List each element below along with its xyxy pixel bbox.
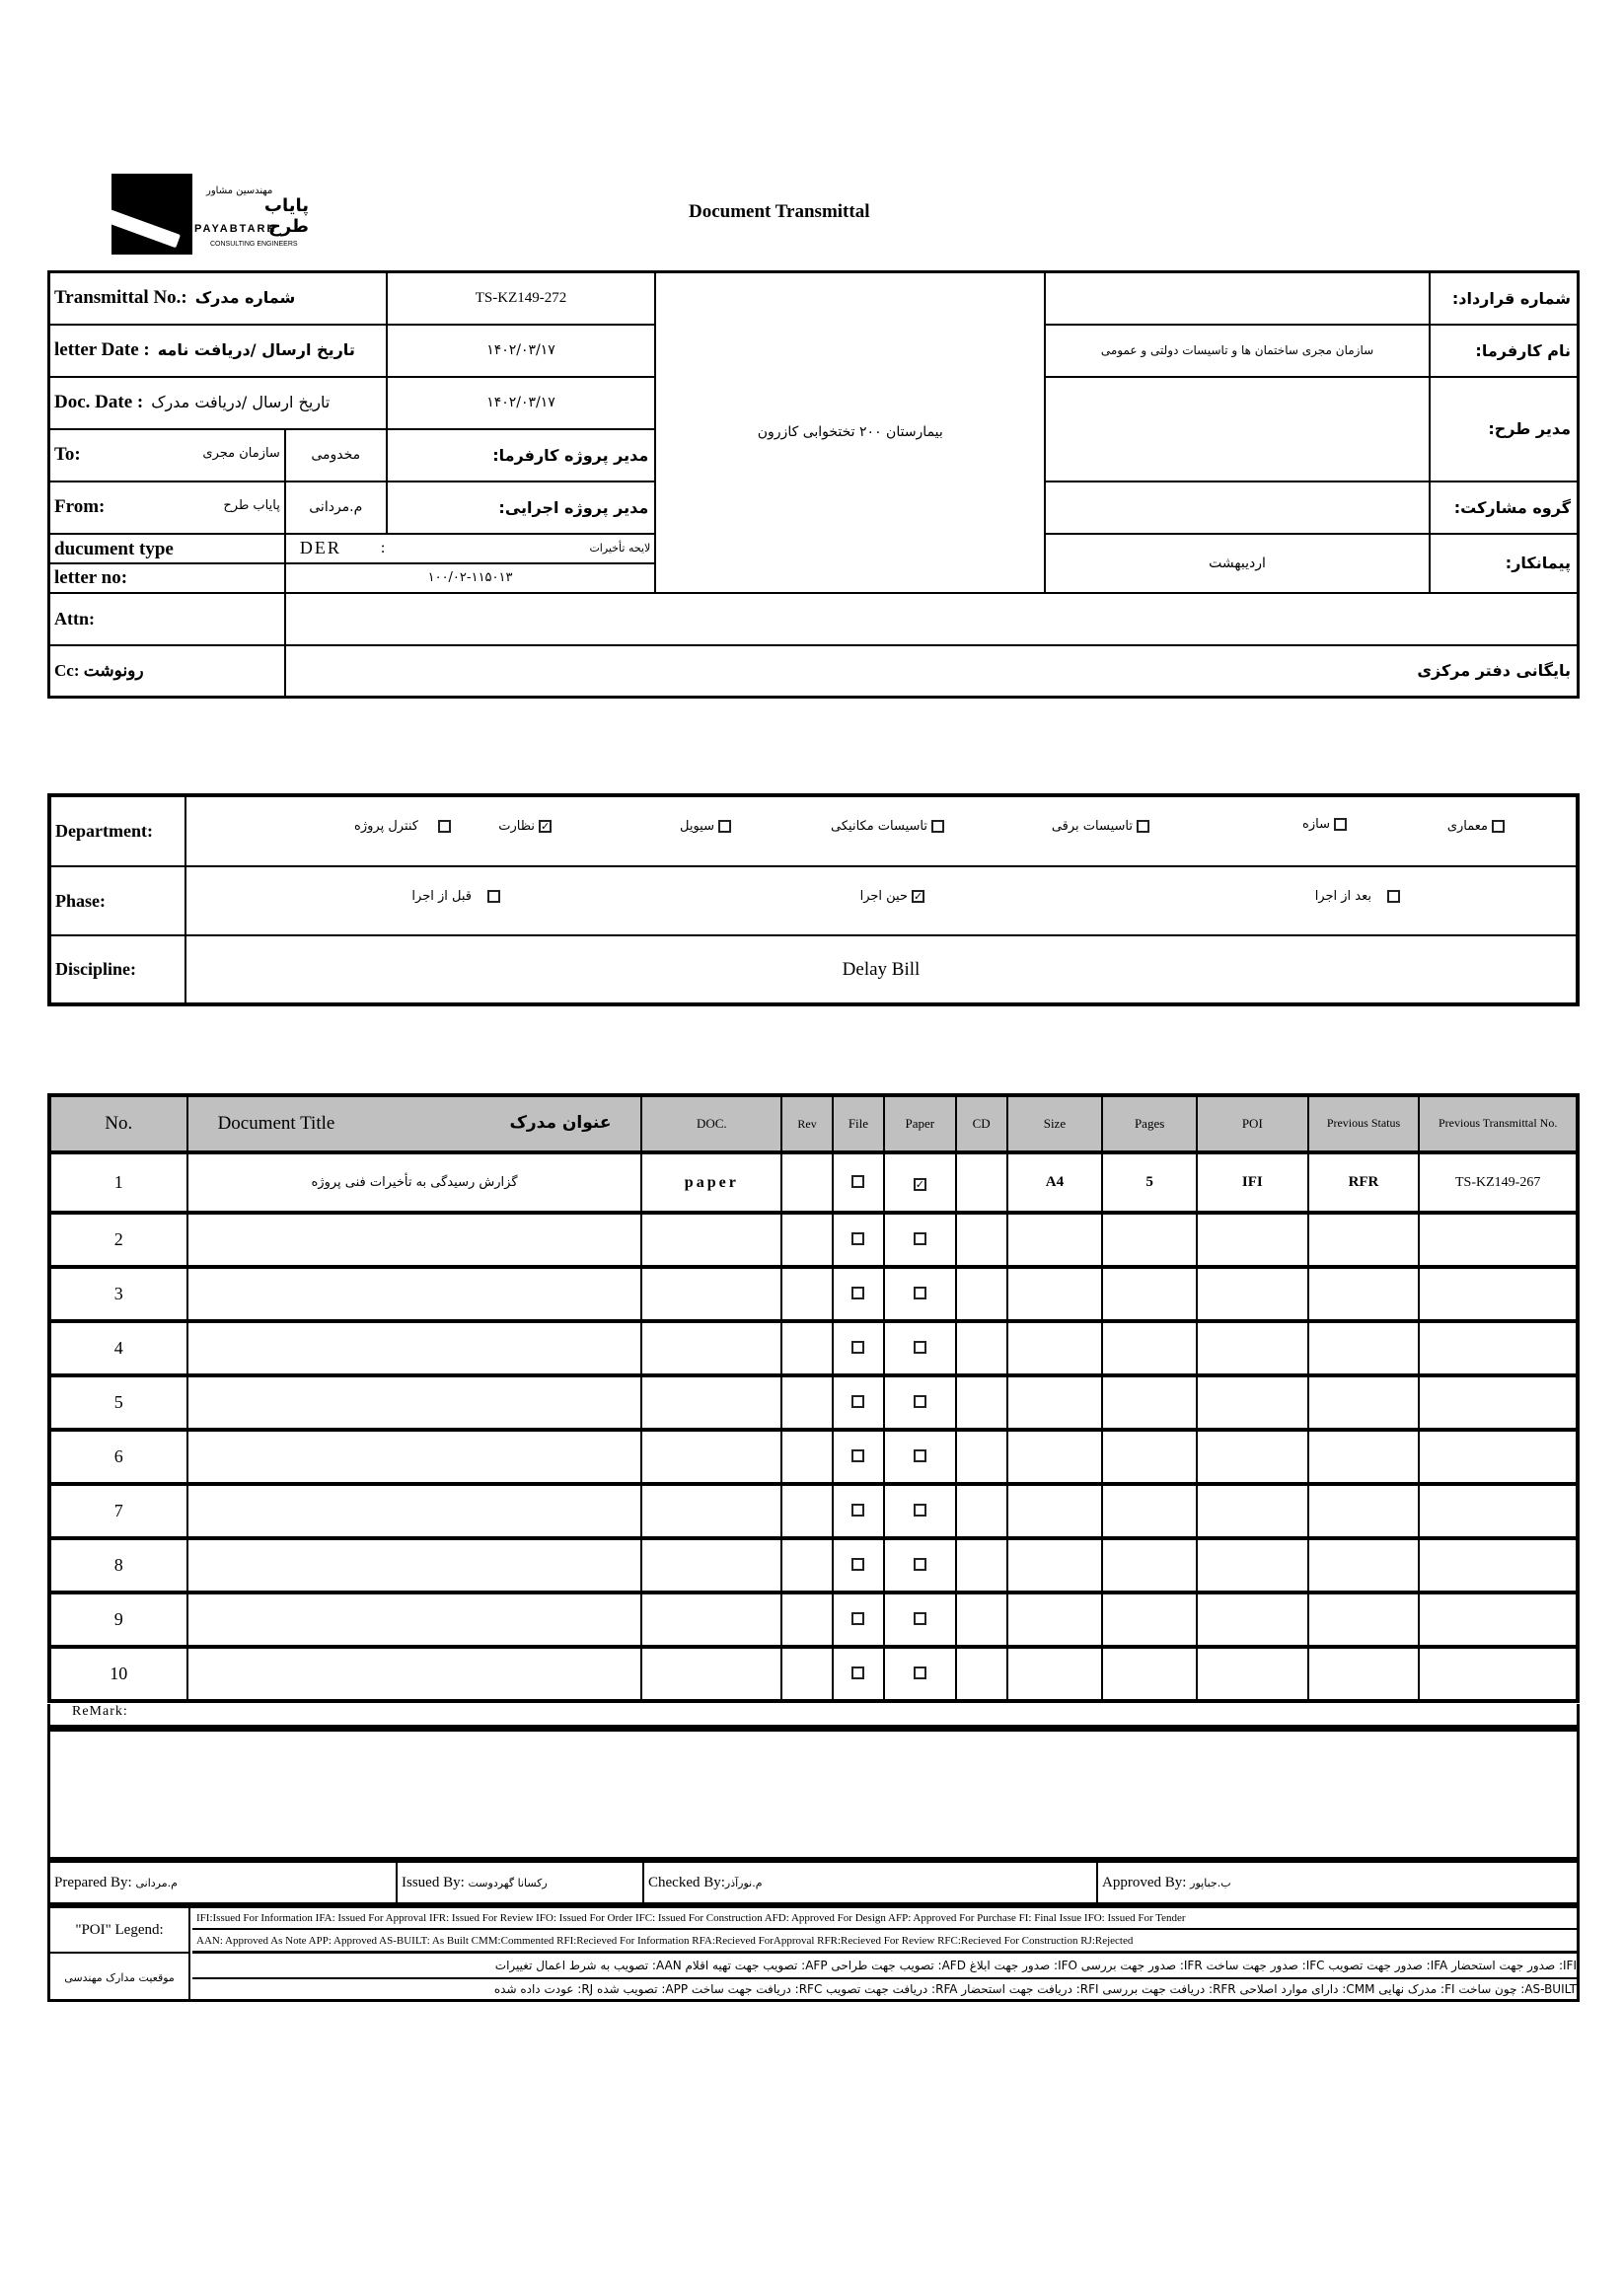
issued-by-label: Issued By: (402, 1875, 465, 1890)
row-file-checkbox[interactable] (833, 1647, 884, 1701)
row-paper-checkbox[interactable] (884, 1647, 956, 1701)
row-title[interactable] (187, 1647, 642, 1701)
transmittal-info-table (47, 270, 1580, 699)
col-rev: Rev (781, 1095, 833, 1152)
row-size[interactable] (1007, 1647, 1103, 1701)
cc-label: Cc: رونوشت (54, 660, 144, 680)
project-name: بیمارستان ۲۰۰ تختخوابی کازرون (655, 272, 1045, 593)
department-phase-table (47, 793, 1580, 1006)
row-paper-checkbox[interactable] (884, 1267, 956, 1321)
doc-date-label: Doc. Date : (54, 392, 144, 412)
row-file-checkbox[interactable] (833, 1152, 884, 1213)
checkbox-icon[interactable] (718, 820, 731, 833)
row-cd[interactable] (956, 1375, 1007, 1430)
row-no: 6 (49, 1430, 187, 1484)
poi-legend (47, 1905, 1580, 2002)
row-pages[interactable] (1102, 1375, 1197, 1430)
row-pages[interactable] (1102, 1430, 1197, 1484)
col-doc: DOC. (641, 1095, 781, 1152)
transmittal-no-label-cell (49, 272, 387, 325)
doc-date-label-fa: تاریخ ارسال /دریافت مدرک (151, 393, 331, 411)
row-size[interactable] (1007, 1375, 1103, 1430)
col-title-en: Document Title (217, 1113, 335, 1134)
row-no: 2 (49, 1213, 187, 1267)
row-previous-status[interactable] (1308, 1647, 1420, 1701)
issued-by-value: رکسانا گهردوست (468, 1877, 548, 1889)
checkbox-icon[interactable] (851, 1666, 864, 1679)
row-doc[interactable] (641, 1321, 781, 1375)
table-row (49, 1484, 1578, 1538)
checkbox-icon[interactable] (914, 1558, 926, 1571)
row-doc[interactable] (641, 1213, 781, 1267)
row-title[interactable] (187, 1213, 642, 1267)
document-type-code: DER (299, 538, 341, 557)
table-row (49, 1538, 1578, 1592)
col-cd: CD (956, 1095, 1007, 1152)
attn-label-cell (49, 593, 285, 645)
remark-field[interactable] (47, 1728, 1580, 1860)
col-poi: POI (1197, 1095, 1308, 1152)
department-label: Department: (49, 795, 185, 866)
row-cd[interactable] (956, 1647, 1007, 1701)
to-cell (49, 429, 285, 481)
attn-value (285, 593, 1579, 645)
row-no: 8 (49, 1538, 187, 1592)
logo-mark-icon (111, 174, 192, 255)
row-previous-status[interactable] (1308, 1430, 1420, 1484)
row-previous-status[interactable] (1308, 1592, 1420, 1647)
checkbox-icon[interactable] (914, 1449, 926, 1462)
col-previous-transmittal: Previous Transmittal No. (1419, 1095, 1578, 1152)
approved-by-label: Approved By: (1102, 1875, 1187, 1890)
partner-group-label: گروه مشارکت: (1430, 481, 1579, 534)
letter-date-label-fa: تاریخ ارسال /دریافت نامه (157, 340, 355, 359)
checkbox-icon[interactable] (851, 1395, 864, 1408)
col-document-title (187, 1095, 642, 1152)
row-rev[interactable] (781, 1484, 833, 1538)
exec-pm-label: مدیر پروژه اجرایی: (387, 481, 656, 534)
logo-en-name: PAYABTARH (194, 223, 277, 235)
table-row (49, 1647, 1578, 1701)
department-options (185, 795, 1578, 866)
row-doc[interactable]: paper (641, 1152, 781, 1213)
row-previous-transmittal[interactable] (1419, 1430, 1578, 1484)
row-doc[interactable] (641, 1538, 781, 1592)
row-rev[interactable] (781, 1267, 833, 1321)
contractor-label: پیمانکار: (1430, 534, 1579, 593)
prepared-by-value: م.مردانی (135, 1877, 178, 1889)
row-previous-transmittal[interactable] (1419, 1484, 1578, 1538)
remark-label: ReMark: (47, 1704, 1580, 1728)
legend-fa-line-1: IFI: صدور جهت استحضار IFA: صدور جهت تصویب IFC: صدور جهت ساخت IFR: صدور جهت بررسی IFO: صدور جهت ابلاغ AFD: تصویب جهت طراحی AFP: تصویب جهت تهیه اقلام AAN: تصویب به شرط اعمال تغییرات (192, 1954, 1577, 1979)
checkbox-icon[interactable] (1137, 820, 1149, 833)
legend-line-2: AAN: Approved As Note APP: Approved AS-BUILT: As Built CMM:Commented RFI:Recieved For Information RFA:Recieved ForApproval RFR:Recieved For Review RFC:Recieved For Construction RJ:Rejected (192, 1930, 1577, 1954)
row-pages[interactable] (1102, 1321, 1197, 1375)
client-pm-label: مدیر پروژه کارفرما: (387, 429, 656, 481)
row-poi[interactable] (1197, 1375, 1308, 1430)
table-row (49, 1267, 1578, 1321)
row-title[interactable] (187, 1430, 642, 1484)
table-row (49, 1592, 1578, 1647)
row-no: 1 (49, 1152, 187, 1213)
checkbox-icon[interactable] (851, 1504, 864, 1517)
row-cd[interactable] (956, 1213, 1007, 1267)
checkbox-icon[interactable] (851, 1175, 864, 1188)
row-previous-status[interactable] (1308, 1321, 1420, 1375)
document-type-separator: : (380, 539, 386, 556)
row-previous-status[interactable]: RFR (1308, 1152, 1420, 1213)
checkbox-icon[interactable] (914, 1395, 926, 1408)
prepared-by-label: Prepared By: (54, 1875, 132, 1890)
checkbox-icon[interactable] (487, 890, 500, 903)
col-size: Size (1007, 1095, 1103, 1152)
row-paper-checkbox[interactable] (884, 1538, 956, 1592)
row-file-checkbox[interactable] (833, 1267, 884, 1321)
row-pages[interactable] (1102, 1592, 1197, 1647)
legend-fa-title: موقعیت مدارک مهندسی (50, 1954, 190, 2002)
row-file-checkbox[interactable] (833, 1538, 884, 1592)
row-no: 9 (49, 1592, 187, 1647)
row-paper-checkbox[interactable] (884, 1430, 956, 1484)
row-pages[interactable] (1102, 1647, 1197, 1701)
logo-fa-name: پایاب طرح (263, 195, 309, 237)
to-label: To: (54, 444, 81, 465)
row-title[interactable] (187, 1375, 642, 1430)
checked-by-cell (644, 1863, 1098, 1902)
signatures-row (47, 1860, 1580, 1905)
letter-no-value: ۱۰۰/۰۲-۱۱۵۰۱۳ (427, 569, 513, 585)
doc-type-letter-no-cell (49, 534, 285, 593)
dept-option-electrical[interactable]: تاسیسات برقی (1052, 819, 1149, 834)
row-previous-status[interactable] (1308, 1484, 1420, 1538)
row-previous-transmittal[interactable] (1419, 1647, 1578, 1701)
letter-date-label-cell (49, 325, 387, 377)
checkbox-checked-icon[interactable]: ✓ (915, 1178, 924, 1191)
checkbox-icon[interactable] (1334, 818, 1347, 831)
row-paper-checkbox[interactable] (884, 1484, 956, 1538)
letter-no-label: letter no: (54, 566, 128, 588)
row-rev[interactable] (781, 1592, 833, 1647)
row-previous-transmittal[interactable] (1419, 1267, 1578, 1321)
row-previous-transmittal[interactable]: TS-KZ149-267 (1419, 1152, 1578, 1213)
employer-label: نام کارفرما: (1430, 325, 1579, 377)
discipline-label: Discipline: (49, 935, 185, 1004)
row-doc[interactable] (641, 1430, 781, 1484)
table-row (49, 1213, 1578, 1267)
row-title[interactable] (187, 1321, 642, 1375)
row-previous-status[interactable] (1308, 1213, 1420, 1267)
checkbox-icon[interactable] (914, 1232, 926, 1245)
row-rev[interactable] (781, 1538, 833, 1592)
row-poi[interactable] (1197, 1430, 1308, 1484)
from-value: پایاب طرح (223, 497, 280, 513)
transmittal-no-label: Transmittal No.: (54, 287, 187, 309)
from-cell (49, 481, 285, 534)
row-size[interactable] (1007, 1267, 1103, 1321)
row-no: 4 (49, 1321, 187, 1375)
table-row (49, 1430, 1578, 1484)
col-no: No. (49, 1095, 187, 1152)
table-row (49, 1375, 1578, 1430)
document-type-fa: لایحه تأخیرات (589, 542, 651, 555)
col-paper: Paper (884, 1095, 956, 1152)
row-cd[interactable] (956, 1484, 1007, 1538)
doc-date-value: ۱۴۰۲/۰۳/۱۷ (387, 377, 656, 429)
letter-date-value: ۱۴۰۲/۰۳/۱۷ (387, 325, 656, 377)
contract-no-label: شماره قرارداد: (1430, 272, 1579, 325)
checkbox-icon[interactable] (851, 1287, 864, 1299)
to-value: سازمان مجری (202, 445, 280, 461)
row-poi[interactable]: IFI (1197, 1152, 1308, 1213)
row-poi[interactable] (1197, 1484, 1308, 1538)
row-doc[interactable] (641, 1267, 781, 1321)
documents-table (47, 1093, 1580, 1703)
plan-manager-value (1045, 377, 1429, 481)
row-size[interactable] (1007, 1213, 1103, 1267)
row-no: 5 (49, 1375, 187, 1430)
client-pm-name: مخدومی (285, 429, 387, 481)
dept-option-supervision[interactable]: ✓ نظارت (498, 819, 551, 834)
logo-fa-subtitle: مهندسین مشاور (206, 185, 273, 196)
row-rev[interactable] (781, 1213, 833, 1267)
row-cd[interactable] (956, 1592, 1007, 1647)
exec-pm-name: م.مردانی (285, 481, 387, 534)
row-title[interactable] (187, 1592, 642, 1647)
table-row (49, 1321, 1578, 1375)
row-cd[interactable] (956, 1321, 1007, 1375)
table-row (49, 1152, 1578, 1213)
row-rev[interactable] (781, 1375, 833, 1430)
dept-option-civil[interactable]: سیویل (680, 819, 731, 834)
row-no: 7 (49, 1484, 187, 1538)
checkbox-icon[interactable] (851, 1232, 864, 1245)
row-previous-status[interactable] (1308, 1267, 1420, 1321)
row-no: 3 (49, 1267, 187, 1321)
phase-option-after[interactable]: بعد از اجرا (1315, 889, 1400, 904)
checkbox-icon[interactable] (1492, 820, 1505, 833)
col-file: File (833, 1095, 884, 1152)
row-size[interactable]: A4 (1007, 1152, 1103, 1213)
from-label: From: (54, 496, 106, 517)
row-cd[interactable] (956, 1430, 1007, 1484)
checkbox-icon[interactable] (438, 820, 451, 833)
row-title[interactable] (187, 1538, 642, 1592)
row-pages[interactable] (1102, 1213, 1197, 1267)
row-paper-checkbox[interactable] (884, 1375, 956, 1430)
legend-fa-line-2: AS-BUILT: چون ساخت FI: مدرک نهایی CMM: دارای موارد اصلاحی RFR: دریافت جهت بررسی RFI: دریافت جهت استحضار RFA: دریافت جهت تصویب RFC: دریافت جهت ساخت APP: تصویب شده RJ: عودت داده شده (493, 1982, 1577, 1996)
row-previous-transmittal[interactable] (1419, 1592, 1578, 1647)
row-previous-transmittal[interactable] (1419, 1213, 1578, 1267)
approved-by-value: ب.جباپور (1190, 1877, 1231, 1889)
row-previous-status[interactable] (1308, 1375, 1420, 1430)
approved-by-cell (1098, 1863, 1577, 1902)
row-rev[interactable] (781, 1321, 833, 1375)
checkbox-icon[interactable] (851, 1612, 864, 1625)
checkbox-icon[interactable] (914, 1666, 926, 1679)
row-poi[interactable] (1197, 1321, 1308, 1375)
checkbox-icon[interactable] (851, 1558, 864, 1571)
col-title-fa: عنوان مدرک (509, 1113, 612, 1133)
dept-option-structure[interactable]: سازه (1302, 817, 1347, 832)
row-no: 10 (49, 1647, 187, 1701)
row-paper-checkbox[interactable] (884, 1152, 956, 1213)
row-file-checkbox[interactable] (833, 1213, 884, 1267)
row-pages[interactable] (1102, 1484, 1197, 1538)
row-file-checkbox[interactable] (833, 1321, 884, 1375)
checkbox-icon[interactable] (914, 1341, 926, 1354)
row-paper-checkbox[interactable] (884, 1592, 956, 1647)
logo-tagline: CONSULTING ENGINEERS (210, 241, 298, 248)
letter-date-label: letter Date : (54, 339, 150, 360)
checkbox-icon[interactable] (851, 1341, 864, 1354)
row-cd[interactable] (956, 1538, 1007, 1592)
prepared-by-cell (50, 1863, 398, 1902)
row-rev[interactable] (781, 1430, 833, 1484)
employer-value: سازمان مجری ساختمان ها و تاسیسات دولتی و عمومی (1045, 325, 1429, 377)
doc-date-label-cell (49, 377, 387, 429)
row-size[interactable] (1007, 1592, 1103, 1647)
checked-by-label: Checked By: (648, 1875, 725, 1890)
page-title: Document Transmittal (689, 201, 870, 222)
row-paper-checkbox[interactable] (884, 1213, 956, 1267)
table-header-row (49, 1095, 1578, 1152)
contractor-value: اردیبهشت (1045, 534, 1429, 593)
row-poi[interactable] (1197, 1538, 1308, 1592)
cc-label-cell (49, 645, 285, 698)
row-poi[interactable] (1197, 1647, 1308, 1701)
row-title[interactable] (187, 1267, 642, 1321)
checkbox-checked-icon[interactable]: ✓ (541, 820, 551, 833)
phase-option-during[interactable]: ✓ حین اجرا (859, 889, 923, 904)
row-size[interactable] (1007, 1484, 1103, 1538)
row-doc[interactable] (641, 1375, 781, 1430)
document-type-label: ducument type (50, 535, 284, 564)
phase-label: Phase: (49, 866, 185, 935)
row-title[interactable]: گزارش رسیدگی به تأخیرات فنی پروژه (187, 1152, 642, 1213)
checkbox-icon[interactable] (931, 820, 944, 833)
row-previous-transmittal[interactable] (1419, 1321, 1578, 1375)
row-paper-checkbox[interactable] (884, 1321, 956, 1375)
contract-no-value (1045, 272, 1429, 325)
phase-options (185, 866, 1578, 935)
checked-by-value: م.نورآذر (724, 1877, 763, 1889)
transmittal-no-value: TS-KZ149-272 (387, 272, 656, 325)
row-file-checkbox[interactable] (833, 1430, 884, 1484)
checkbox-icon[interactable] (1387, 890, 1400, 903)
plan-manager-label: مدیر طرح: (1430, 377, 1579, 481)
row-size[interactable] (1007, 1538, 1103, 1592)
partner-group-value (1045, 481, 1429, 534)
row-file-checkbox[interactable] (833, 1592, 884, 1647)
discipline-value: Delay Bill (185, 935, 1578, 1004)
row-doc[interactable] (641, 1592, 781, 1647)
dept-option-architecture[interactable]: معماری (1447, 819, 1505, 834)
row-rev[interactable] (781, 1647, 833, 1701)
row-poi[interactable] (1197, 1267, 1308, 1321)
row-pages[interactable] (1102, 1267, 1197, 1321)
row-doc[interactable] (641, 1647, 781, 1701)
row-previous-transmittal[interactable] (1419, 1538, 1578, 1592)
attn-label: Attn: (54, 608, 95, 629)
phase-option-before[interactable]: قبل از اجرا (411, 889, 500, 904)
row-title[interactable] (187, 1484, 642, 1538)
checkbox-icon[interactable] (914, 1612, 926, 1625)
legend-title: "POI" Legend: (50, 1908, 190, 1954)
checkbox-icon[interactable] (851, 1449, 864, 1462)
row-cd[interactable] (956, 1267, 1007, 1321)
dept-option-mechanical[interactable]: تاسیسات مکانیکی (831, 819, 944, 834)
checkbox-icon[interactable] (914, 1504, 926, 1517)
row-cd[interactable] (956, 1152, 1007, 1213)
row-previous-transmittal[interactable] (1419, 1375, 1578, 1430)
row-rev[interactable] (781, 1152, 833, 1213)
transmittal-no-label-fa: شماره مدرک (194, 288, 296, 308)
row-pages[interactable]: 5 (1102, 1152, 1197, 1213)
row-file-checkbox[interactable] (833, 1484, 884, 1538)
row-pages[interactable] (1102, 1538, 1197, 1592)
row-file-checkbox[interactable] (833, 1375, 884, 1430)
cc-value: بایگانی دفتر مرکزی (285, 645, 1579, 698)
issued-by-cell (398, 1863, 644, 1902)
dept-option-project-control[interactable]: کنترل پروژه (354, 819, 451, 834)
row-poi[interactable] (1197, 1213, 1308, 1267)
checkbox-checked-icon[interactable]: ✓ (914, 890, 923, 903)
doc-type-letter-no-values (285, 534, 655, 593)
company-logo (111, 174, 309, 257)
col-previous-status: Previous Status (1308, 1095, 1420, 1152)
legend-line-1: IFI:Issued For Information IFA: Issued For Approval IFR: Issued For Review IFO: Issued For Order IFC: Issued For Construction AFD: Approved For Design AFP: Approved For Purchase FI: Final Issue IFO: Issued For Tender (192, 1908, 1577, 1930)
row-previous-status[interactable] (1308, 1538, 1420, 1592)
row-poi[interactable] (1197, 1592, 1308, 1647)
row-doc[interactable] (641, 1484, 781, 1538)
col-pages: Pages (1102, 1095, 1197, 1152)
checkbox-icon[interactable] (914, 1287, 926, 1299)
row-size[interactable] (1007, 1321, 1103, 1375)
row-size[interactable] (1007, 1430, 1103, 1484)
